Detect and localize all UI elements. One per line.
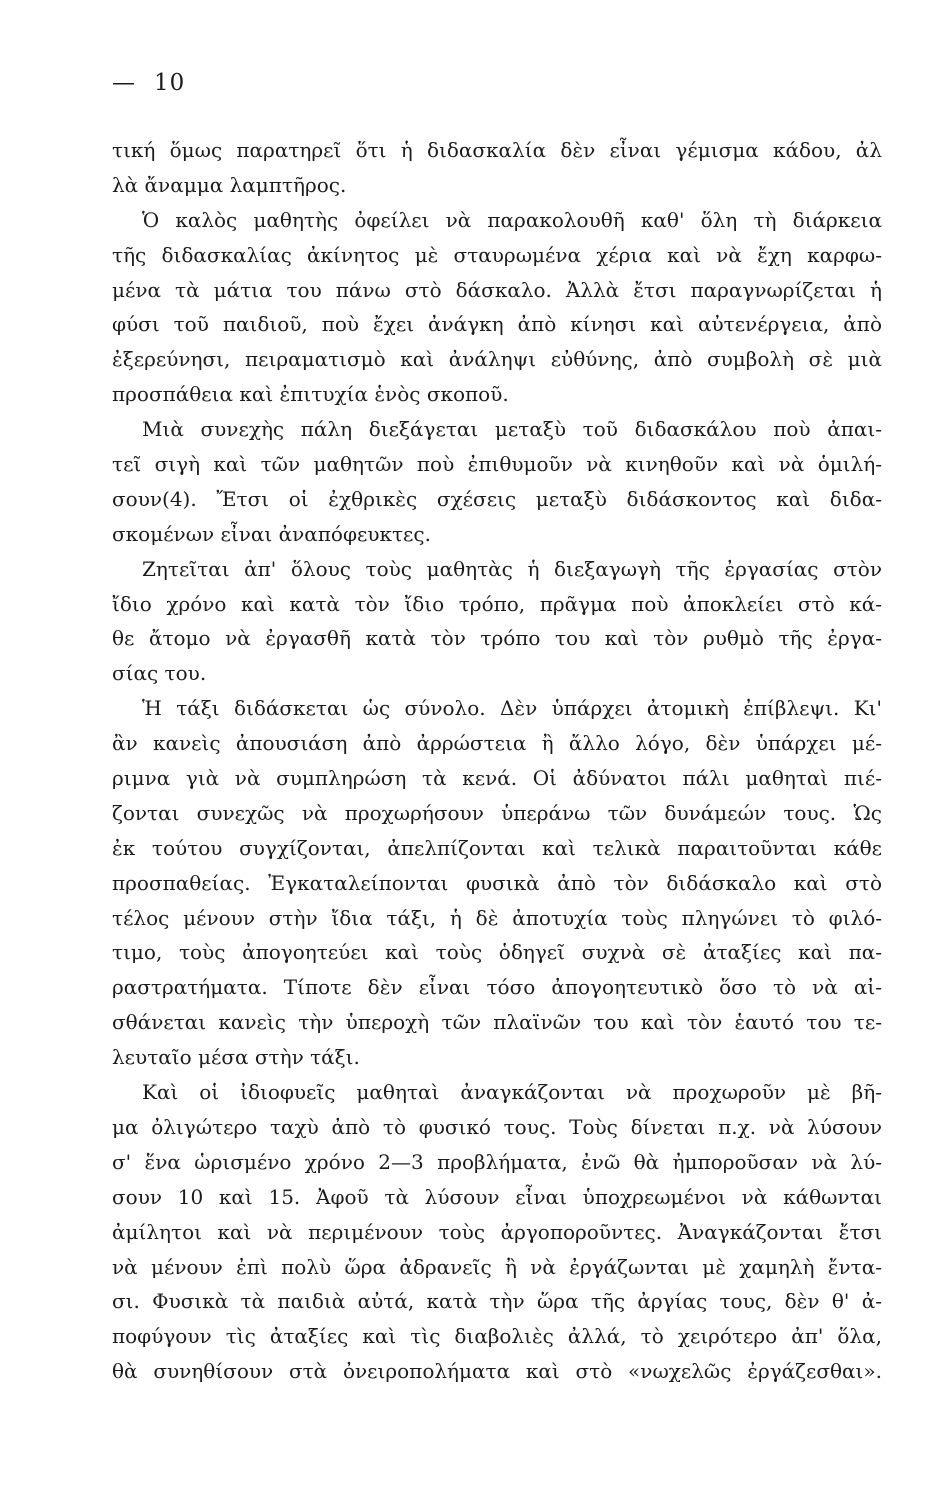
text-line: σ' ἕνα ὡρισμένο χρόνο 2—3 προβλήματα, ἐνῶ θὰ ἠμποροῦσαν νὰ λύ-: [112, 1149, 882, 1174]
text-line: προσπάθεια καὶ ἐπιτυχία ἑνὸς σκοποῦ.: [112, 382, 509, 407]
text-line: Ἡ τάξι διδάσκεται ὡς σύνολο. Δὲν ὑπάρχει ἀτομικὴ ἐπίβλεψι. Κι': [142, 696, 882, 721]
text-line: ἐκ τούτου συγχίζονται, ἀπελπίζονται καὶ τελικὰ παραιτοῦνται κάθε: [112, 835, 882, 860]
text-line: σκομένων εἶναι ἀναπόφευκτες.: [112, 521, 431, 546]
text-line: νὰ μένουν ἐπὶ πολὺ ὥρα ἀδρανεῖς ἢ νὰ ἐργάζωνται μὲ χαμηλὴ ἔντα-: [112, 1254, 882, 1279]
text-line: ἀμίλητοι καὶ νὰ περιμένουν τοὺς ἀργοποροῦντες. Ἀναγκάζονται ἔτσι: [112, 1219, 882, 1244]
text-line: ἴδιο χρόνο καὶ κατὰ τὸν ἴδιο τρόπο, πρᾶγμα ποὺ ἀποκλείει στὸ κά-: [112, 591, 882, 616]
page-header: [112, 70, 185, 96]
text-line: θὰ συνηθίσουν στὰ ὀνειροπολήματα καὶ στὸ «νωχελῶς ἐργάζεσθαι».: [112, 1359, 882, 1384]
text-line: ποφύγουν τὶς ἀταξίες καὶ τὶς διαβολιὲς ἀλλά, τὸ χειρότερο ἀπ' ὅλα,: [112, 1324, 882, 1349]
text-line: σίας του.: [112, 661, 207, 686]
text-line: Μιὰ συνεχὴς πάλη διεξάγεται μεταξὺ τοῦ διδασκάλου ποὺ ἀπαι-: [142, 417, 882, 442]
text-line: τέλος μένουν στὴν ἴδια τάξι, ἡ δὲ ἀποτυχία τοὺς πληγώνει τὸ φιλό-: [112, 905, 882, 930]
text-line: λὰ ἄναμμα λαμπτῆρος.: [112, 172, 347, 197]
text-line: μα ὀλιγώτερο ταχὺ ἀπὸ τὸ φυσικό τους. Τοὺς δίνεται π.χ. νὰ λύσουν: [112, 1114, 882, 1139]
text-line: τιμο, τοὺς ἀπογοητεύει καὶ τοὺς ὁδηγεῖ συχνὰ σὲ ἀταξίες καὶ πα-: [112, 940, 882, 965]
text-line: προσπαθείας. Ἐγκαταλείπονται φυσικὰ ἀπὸ τὸν διδάσκαλο καὶ στὸ: [112, 870, 882, 895]
text-line: μένα τὰ μάτια του πάνω στὸ δάσκαλο. Ἀλλὰ ἔτσι παραγνωρίζεται ἡ: [112, 277, 882, 302]
text-line: τική ὅμως παρατηρεῖ ὅτι ἡ διδασκαλία δὲν εἶναι γέμισμα κάδου, ἀλ: [112, 138, 882, 162]
text-line: Καὶ οἱ ἰδιοφυεῖς μαθηταὶ ἀναγκάζονται νὰ προχωροῦν μὲ βῆ-: [142, 1080, 882, 1105]
text-line: σουν 10 καὶ 15. Ἀφοῦ τὰ λύσουν εἶναι ὑποχρεωμένοι νὰ κάθωνται: [112, 1184, 882, 1209]
page-number: 10: [154, 70, 186, 96]
text-line: ριμνα γιὰ νὰ συμπληρώση τὰ κενά. Οἱ ἀδύνατοι πάλι μαθηταὶ πιέ-: [112, 766, 882, 791]
text-line: ἂν κανεὶς ἀπουσιάση ἀπὸ ἀρρώστεια ἢ ἄλλο λόγο, δὲν ὑπάρχει μέ-: [112, 731, 882, 756]
text-line: Ὁ καλὸς μαθητὴς ὀφείλει νὰ παρακολουθῆ καθ' ὅλη τὴ διάρκεια: [142, 207, 882, 232]
text-line: ζονται συνεχῶς νὰ προχωρήσουν ὑπεράνω τῶν δυνάμεών τους. Ὡς: [112, 800, 882, 825]
text-line: λευταῖο μέσα στὴν τάξι.: [112, 1045, 360, 1070]
body-text: [112, 133, 882, 1389]
text-line: φύσι τοῦ παιδιοῦ, ποὺ ἔχει ἀνάγκη ἀπὸ κίνησι καὶ αὐτενέργεια, ἀπὸ: [112, 312, 882, 337]
text-line: τεῖ σιγὴ καὶ τῶν μαθητῶν ποὺ ἐπιθυμοῦν νὰ κινηθοῦν καὶ νὰ ὁμιλή-: [112, 452, 882, 477]
text-line: τῆς διδασκαλίας ἀκίνητος μὲ σταυρωμένα χέρια καὶ νὰ ἔχη καρφω-: [112, 242, 882, 267]
text-line: Ζητεῖται ἀπ' ὅλους τοὺς μαθητὰς ἡ διεξαγωγὴ τῆς ἐργασίας στὸν: [142, 556, 882, 581]
text-line: σουν(4). Ἔτσι οἱ ἐχθρικὲς σχέσεις μεταξὺ διδάσκοντος καὶ διδα-: [112, 486, 882, 511]
text-line: θε ἄτομο νὰ ἐργασθῆ κατὰ τὸν τρόπο του καὶ τὸν ρυθμὸ τῆς ἐργα-: [112, 626, 882, 651]
header-dash: —: [112, 70, 136, 96]
text-line: σθάνεται κανεὶς τὴν ὑπεροχὴ τῶν πλαϊνῶν του καὶ τὸν ἑαυτό του τε-: [112, 1010, 882, 1035]
text-line: ραστρατήματα. Τίποτε δὲν εἶναι τόσο ἀπογοητευτικὸ ὅσο τὸ νὰ αἰ-: [112, 975, 882, 1000]
text-line: σι. Φυσικὰ τὰ παιδιὰ αὐτά, κατὰ τὴν ὥρα τῆς ἀργίας τους, δὲν θ' ἀ-: [112, 1289, 882, 1314]
text-line: ἐξερεύνησι, πειραματισμὸ καὶ ἀνάληψι εὐθύνης, ἀπὸ συμβολὴ σὲ μιὰ: [112, 347, 882, 372]
